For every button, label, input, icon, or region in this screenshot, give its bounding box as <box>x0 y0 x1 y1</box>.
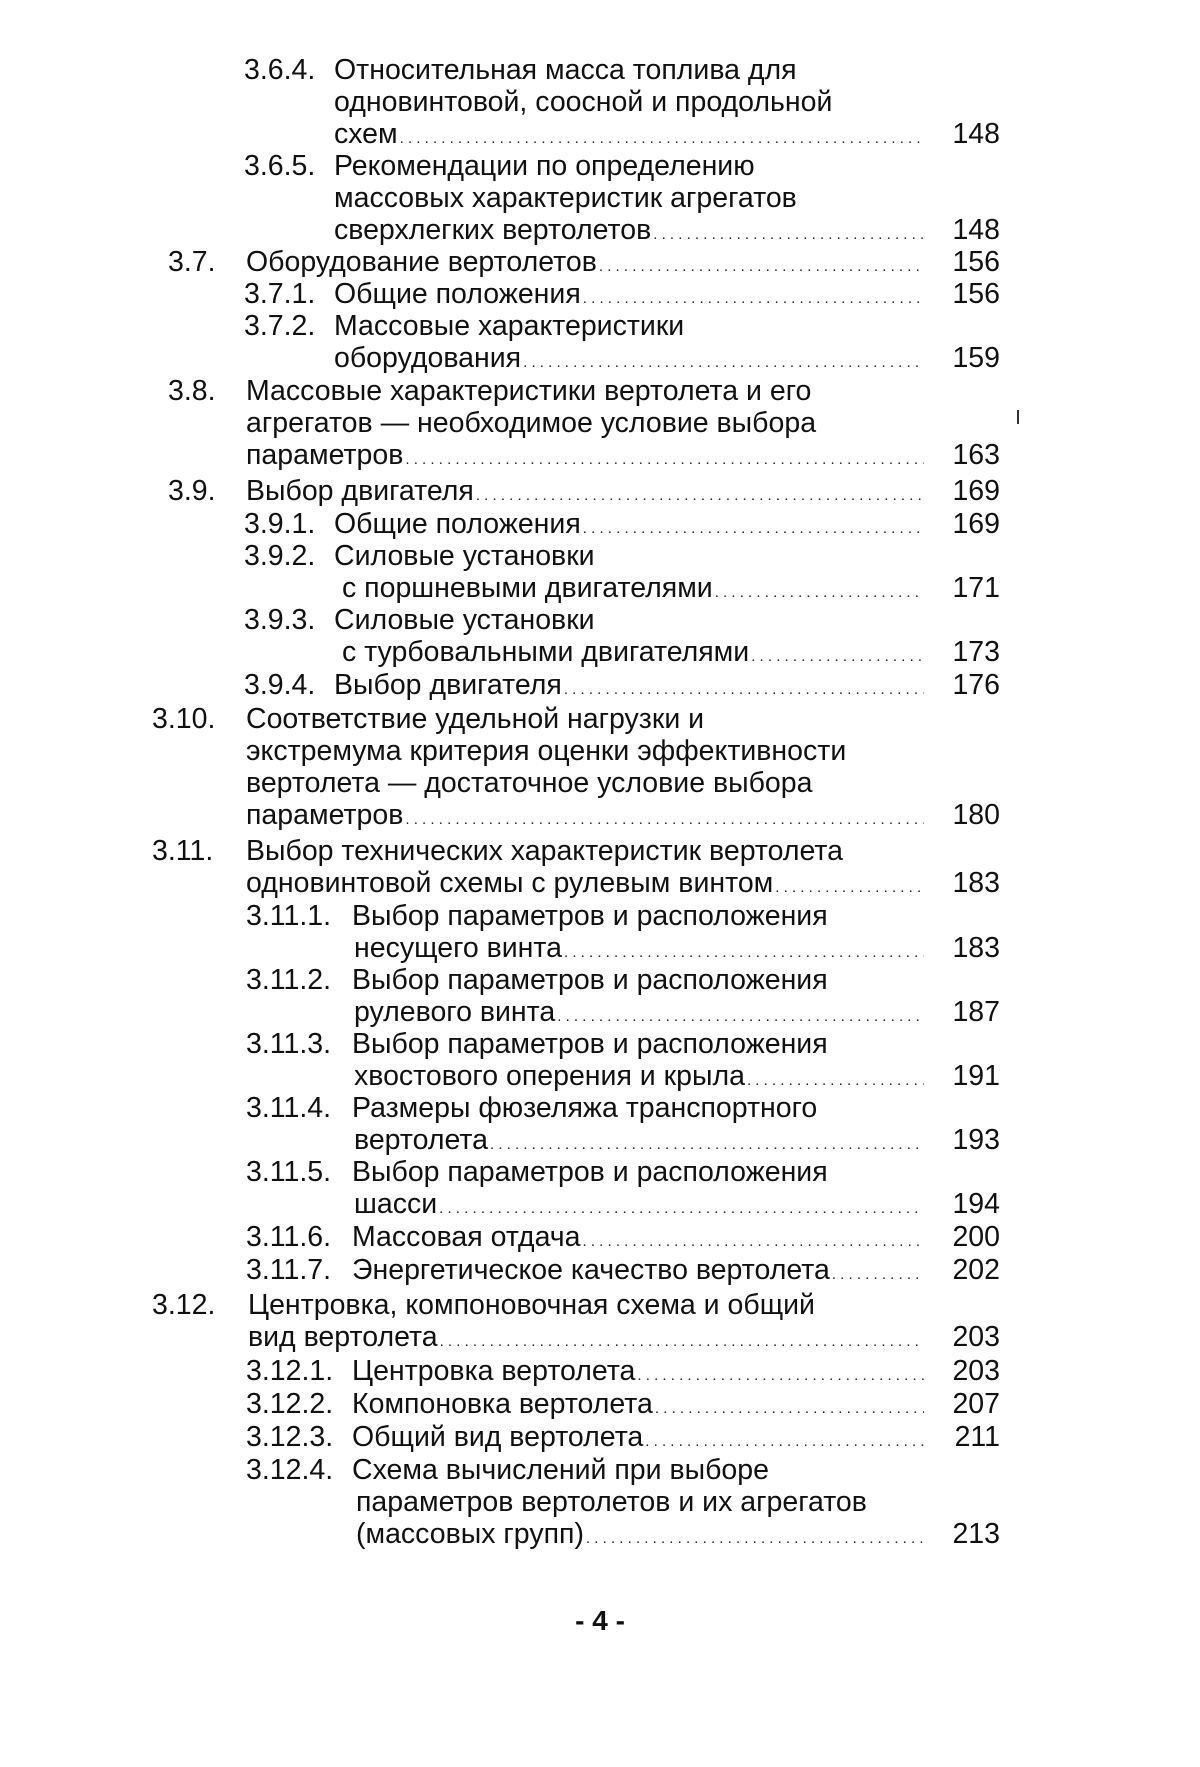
toc-entry-number: 3.12.3. <box>246 1421 334 1453</box>
toc-entry-page-number: 191 <box>952 1060 1000 1092</box>
toc-entry-number: 3.7.2. <box>244 310 316 342</box>
toc-entry-page-number: 169 <box>952 475 1000 507</box>
toc-entry[interactable] <box>0 150 1200 246</box>
toc-entry-title-last-line <box>352 1388 924 1425</box>
toc-entry-title-line: хвостового оперения и крыла <box>354 1060 745 1092</box>
toc-entry[interactable] <box>0 1028 1200 1092</box>
dot-leader <box>405 439 924 476</box>
toc-entry-page-number: 163 <box>952 439 1000 471</box>
toc-entry-title-last-line <box>248 1321 924 1358</box>
toc-entry-page-number: 173 <box>952 636 1000 668</box>
toc-entry-title-line: несущего винта <box>354 932 562 964</box>
toc-entry-number: 3.8. <box>168 375 216 407</box>
toc-entry-title-line: Выбор параметров и расположения <box>352 1156 828 1188</box>
dot-leader <box>583 1221 925 1258</box>
toc-entry[interactable] <box>0 604 1200 668</box>
toc-entry-title-line: Выбор параметров и расположения <box>352 964 828 996</box>
toc-entry-page-number: 213 <box>952 1518 1000 1550</box>
toc-entry-title-last-line <box>246 867 924 904</box>
toc-entry-page-number: 187 <box>952 996 1000 1028</box>
toc-entry-title-line: рулевого винта <box>354 996 556 1028</box>
toc-entry-title-last-line <box>352 1221 924 1258</box>
toc-entry-title-line: Массовые характеристики <box>334 310 685 342</box>
toc-entry-page-number: 180 <box>952 799 1000 831</box>
toc-entry-title-line: Относительная масса топлива для <box>334 54 797 86</box>
toc-entry-title-last-line <box>352 1355 924 1392</box>
dot-leader <box>439 1188 924 1225</box>
toc-entry-title-line: параметров <box>246 799 404 831</box>
toc-entry[interactable] <box>0 1421 1200 1453</box>
toc-entry-number: 3.11.4. <box>246 1092 332 1124</box>
dot-leader <box>832 1254 924 1291</box>
toc-entry[interactable] <box>0 900 1200 964</box>
toc-entry-number: 3.12. <box>152 1289 216 1321</box>
toc-entry[interactable] <box>0 508 1200 540</box>
page-footer-number: - 4 - <box>575 1605 625 1636</box>
dot-leader <box>645 1421 924 1458</box>
toc-entry-title-line: вертолета — достаточное условие выбора <box>246 767 813 799</box>
toc-entry-page-number: 176 <box>952 669 1000 701</box>
dot-leader <box>523 342 924 379</box>
toc-entry[interactable] <box>0 1221 1200 1253</box>
toc-entry-title-last-line <box>352 1254 924 1291</box>
toc-entry-title-line: (массовых групп) <box>356 1518 584 1550</box>
toc-entry-title-last-line <box>246 475 924 512</box>
toc-entry-page-number: 194 <box>952 1188 1000 1220</box>
toc-entry-title-line: Рекомендации по определению <box>334 150 755 182</box>
dot-leader <box>586 1518 924 1555</box>
toc-entry-page-number: 183 <box>952 867 1000 899</box>
toc-entry-title-last-line <box>342 636 924 673</box>
toc-entry-title-line: одновинтовой схемы с рулевым винтом <box>246 867 774 899</box>
toc-entry-title-line: Общий вид вертолета <box>352 1421 644 1453</box>
dot-leader <box>440 1321 924 1358</box>
toc-entry[interactable] <box>0 964 1200 1028</box>
toc-entry-number: 3.11. <box>152 835 214 867</box>
toc-entry-number: 3.11.6. <box>246 1221 332 1253</box>
toc-entry[interactable] <box>0 1092 1200 1156</box>
toc-entry-number: 3.9.4. <box>244 669 316 701</box>
toc-entry[interactable] <box>0 375 1200 471</box>
toc-entry[interactable] <box>0 1156 1200 1220</box>
toc-entry[interactable] <box>0 1289 1200 1353</box>
toc-entry[interactable] <box>0 835 1200 899</box>
toc-entry-title-line: Выбор параметров и расположения <box>352 900 828 932</box>
toc-entry-title-line: вертолета <box>354 1124 488 1156</box>
toc-entry[interactable] <box>0 1388 1200 1420</box>
toc-entry-page-number: 183 <box>952 932 1000 964</box>
toc-entry-title-line: схем <box>334 118 398 150</box>
dot-leader <box>775 867 924 904</box>
toc-entry-title-last-line <box>246 799 924 836</box>
toc-entry-page-number: 207 <box>952 1388 1000 1420</box>
toc-entry-number: 3.11.1. <box>246 900 332 932</box>
toc-entry-page-number: 148 <box>952 214 1000 246</box>
toc-entry[interactable] <box>0 278 1200 310</box>
toc-entry-title-line: Компоновка вертолета <box>352 1388 653 1420</box>
toc-entry-number: 3.12.2. <box>246 1388 334 1420</box>
toc-entry-number: 3.9. <box>168 475 216 507</box>
scan-artifact-mark <box>1017 410 1019 424</box>
toc-entry-title-line: Общие положения <box>334 508 581 540</box>
toc-entry-title-line: Массовые характеристики вертолета и его <box>246 375 812 407</box>
toc-entry-page-number: 203 <box>952 1321 1000 1353</box>
toc-entry[interactable] <box>0 310 1200 374</box>
dot-leader <box>405 799 924 836</box>
toc-entry-title-line: массовых характеристик агрегатов <box>334 182 797 214</box>
toc-entry[interactable] <box>0 540 1200 604</box>
toc-entry-title-line: Массовая отдача <box>352 1221 581 1253</box>
toc-entry-title-line: экстремума критерия оценки эффективности <box>246 735 847 767</box>
toc-entry-title-line: одновинтовой, соосной и продольной <box>334 86 833 118</box>
toc-entry-number: 3.11.7. <box>246 1254 332 1286</box>
toc-entry-page-number: 169 <box>952 508 1000 540</box>
toc-entry[interactable] <box>0 1254 1200 1286</box>
toc-entry-number: 3.9.2. <box>244 540 316 572</box>
toc-entry-number: 3.6.4. <box>244 54 316 86</box>
dot-leader <box>655 1388 924 1425</box>
toc-entry-number: 3.9.3. <box>244 604 316 636</box>
toc-entry-title-line: Силовые установки <box>334 540 595 572</box>
toc-entry-title-last-line <box>354 1188 924 1225</box>
toc-entry-title-line: Выбор параметров и расположения <box>352 1028 828 1060</box>
toc-entry-page-number: 211 <box>954 1421 1000 1453</box>
toc-entry-title-last-line <box>356 1518 924 1555</box>
toc-entry-number: 3.6.5. <box>244 150 316 182</box>
toc-entry-title-line: оборудования <box>334 342 522 374</box>
toc-entry-number: 3.12.4. <box>246 1454 334 1486</box>
toc-entry-page-number: 202 <box>952 1254 1000 1286</box>
toc-entry-page-number: 159 <box>952 342 1000 374</box>
toc-entry-number: 3.7. <box>168 246 216 278</box>
toc-entry-page-number: 193 <box>952 1124 1000 1156</box>
toc-entry-title-line: Выбор технических характеристик вертолета <box>246 835 844 867</box>
toc-entry-page-number: 156 <box>952 246 1000 278</box>
toc-entry-title-line: Выбор двигателя <box>334 669 562 701</box>
toc-entry-page-number: 200 <box>952 1221 1000 1253</box>
toc-entry-number: 3.12.1. <box>246 1355 334 1387</box>
toc-entry-title-line: Размеры фюзеляжа транспортного <box>352 1092 818 1124</box>
toc-entry-title-last-line <box>334 342 924 379</box>
toc-entry-number: 3.11.5. <box>246 1156 332 1188</box>
toc-entry-title-line: Оборудование вертолетов <box>246 246 597 278</box>
toc-entry-title-line: Выбор двигателя <box>246 475 474 507</box>
toc-entry[interactable] <box>0 54 1200 150</box>
toc-entry-title-line: параметров вертолетов и их агрегатов <box>356 1486 867 1518</box>
toc-entry-page-number: 148 <box>952 118 1000 150</box>
toc-entry-page-number: 156 <box>952 278 1000 310</box>
toc-entry[interactable] <box>0 1355 1200 1387</box>
toc-entry-title-line: Силовые установки <box>334 604 595 636</box>
toc-entry-title-line: сверхлегких вертолетов <box>334 214 652 246</box>
toc-entry-title-line: Схема вычислений при выборе <box>352 1454 769 1486</box>
dot-leader <box>476 475 924 512</box>
toc-entry-title-line: Энергетическое качество вертолета <box>352 1254 830 1286</box>
toc-entry-title-line: Центровка вертолета <box>352 1355 636 1387</box>
toc-entry[interactable] <box>0 1454 1200 1550</box>
toc-entry[interactable] <box>0 246 1200 278</box>
toc-entry-title-line: Общие положения <box>334 278 581 310</box>
toc-entry[interactable] <box>0 475 1200 507</box>
dot-leader <box>637 1355 924 1392</box>
toc-entry-title-line: Соответствие удельной нагрузки и <box>246 703 705 735</box>
toc-entry[interactable] <box>0 669 1200 701</box>
toc-entry-title-last-line <box>352 1421 924 1458</box>
toc-entry-number: 3.11.2. <box>246 964 332 996</box>
toc-entry-title-line: шасси <box>354 1188 438 1220</box>
toc-entry-title-line: агрегатов — необходимое условие выбора <box>246 407 817 439</box>
toc-entry-number: 3.10. <box>152 703 216 735</box>
dot-leader <box>564 669 924 706</box>
toc-entry-title-line: с турбовальными двигателями <box>342 636 750 668</box>
toc-entry[interactable] <box>0 703 1200 831</box>
toc-entry-page-number: 171 <box>952 572 1000 604</box>
toc-entry-number: 3.9.1. <box>244 508 316 540</box>
toc-entry-page-number: 203 <box>952 1355 1000 1387</box>
dot-leader <box>751 636 924 673</box>
toc-entry-title-line: параметров <box>246 439 404 471</box>
toc-entry-title-line: вид вертолета <box>248 1321 438 1353</box>
toc-entry-title-last-line <box>334 669 924 706</box>
toc-entry-number: 3.11.3. <box>246 1028 332 1060</box>
toc-entry-title-line: с поршневыми двигателями <box>342 572 713 604</box>
toc-entry-title-last-line <box>246 439 924 476</box>
toc-entry-number: 3.7.1. <box>244 278 316 310</box>
toc-entry-title-line: Центровка, компоновочная схема и общий <box>248 1289 815 1321</box>
